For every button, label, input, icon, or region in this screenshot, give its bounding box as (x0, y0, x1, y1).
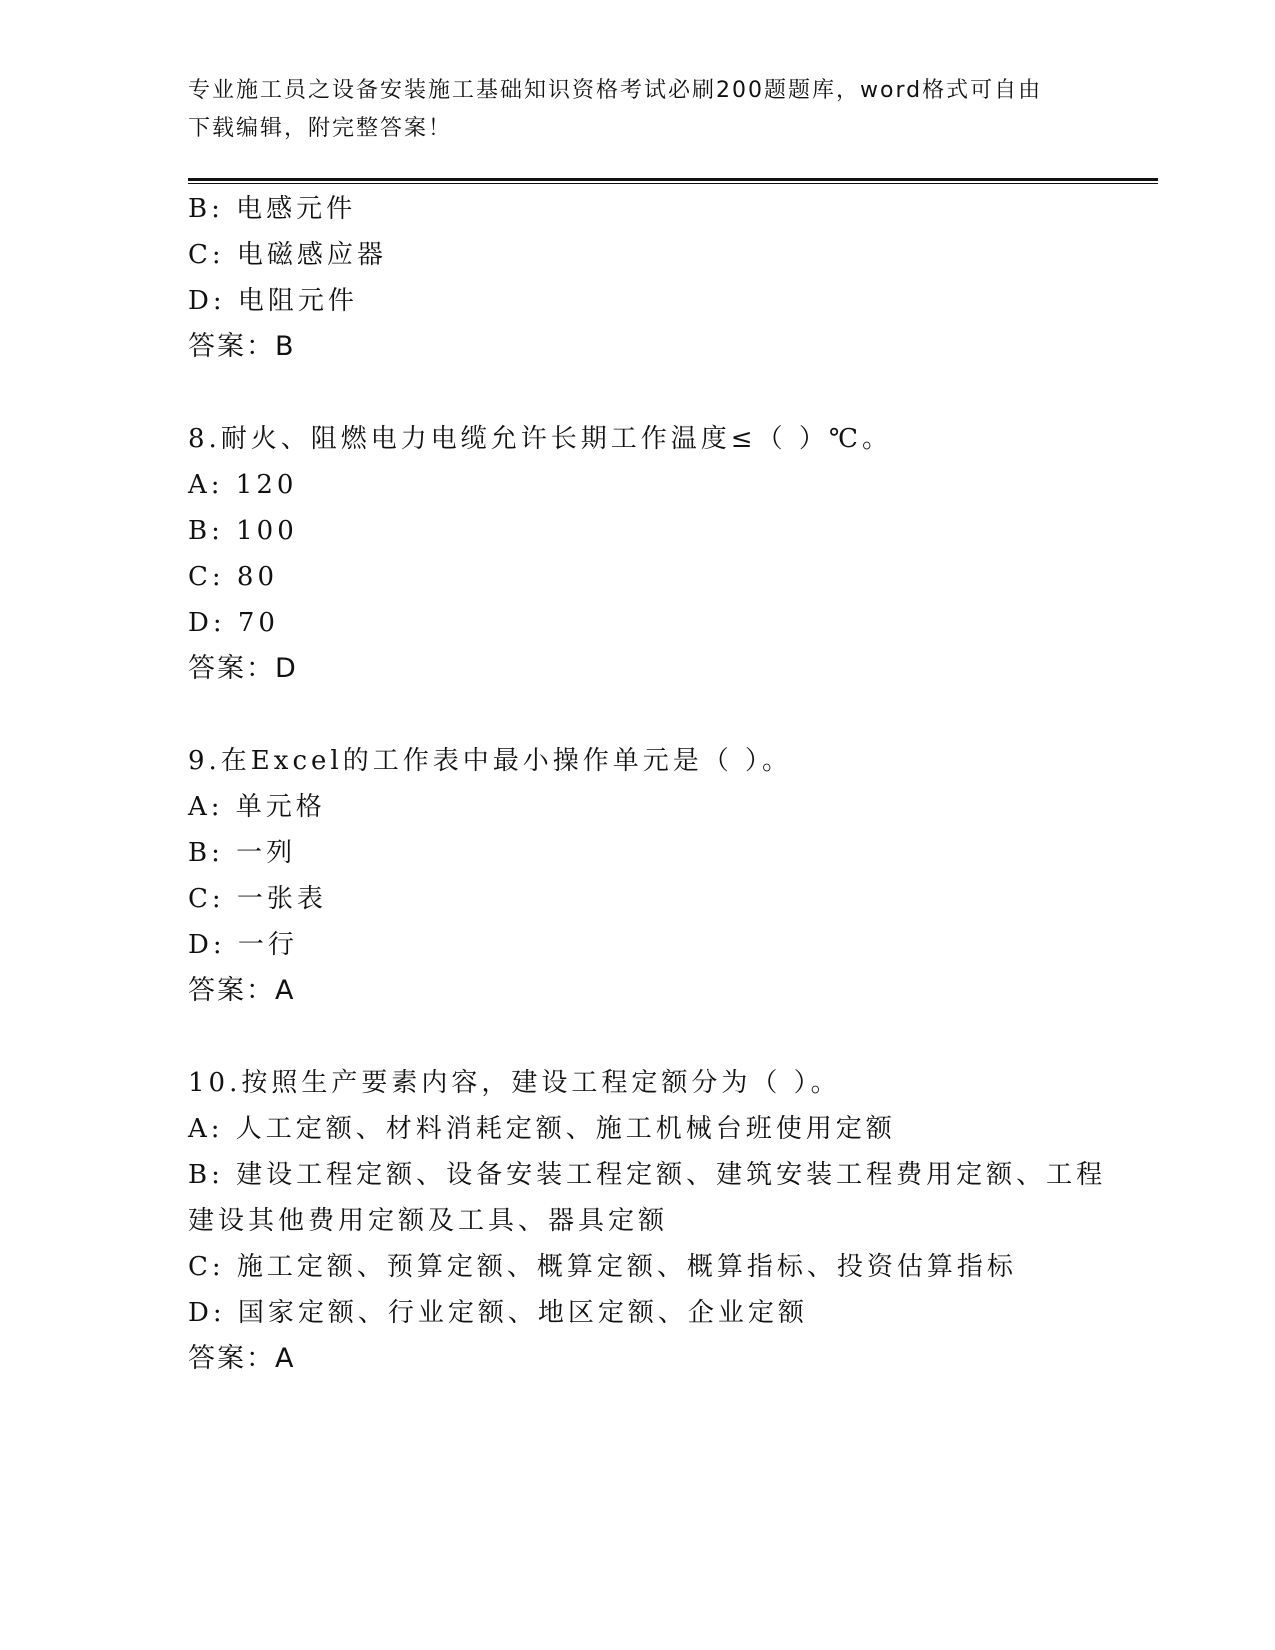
option-a: A: 120 (188, 470, 298, 500)
option-b: B: 电感元件 (188, 194, 357, 224)
option-c: C: 80 (188, 562, 279, 592)
answer: 答案：A (188, 1343, 296, 1374)
option-c: C: 施工定额、预算定额、概算定额、概算指标、投资估算指标 (188, 1252, 1017, 1282)
option-c: C: 电磁感应器 (188, 240, 387, 270)
header-line-1: 专业施工员之设备安装施工基础知识资格考试必刷200题题库，word格式可自由 (188, 78, 1043, 103)
option-b: B: 100 (188, 516, 298, 546)
question-stem: 9.在Excel的工作表中最小操作单元是（ ）。 (188, 746, 792, 776)
option-a: A: 人工定额、材料消耗定额、施工机械台班使用定额 (188, 1114, 896, 1144)
option-a: A: 单元格 (188, 792, 326, 822)
header-rule-thin (188, 183, 1158, 184)
question-list (188, 186, 1107, 1382)
spacer (188, 370, 1088, 416)
answer: 答案：A (188, 975, 296, 1006)
header-rule-thick (188, 178, 1158, 181)
option-c: C: 一张表 (188, 884, 327, 914)
question-10 (188, 1060, 1107, 1382)
option-b-line-1: B: 建设工程定额、设备安装工程定额、建筑安装工程费用定额、工程 (188, 1160, 1107, 1190)
option-b-line-2: 建设其他费用定额及工具、器具定额 (188, 1206, 669, 1236)
option-d: D: 国家定额、行业定额、地区定额、企业定额 (188, 1298, 808, 1328)
spacer (188, 1014, 1088, 1060)
option-d: D: 70 (188, 608, 279, 638)
spacer (188, 692, 1088, 738)
option-b: B: 一列 (188, 838, 297, 868)
question-stem: 8.耐火、阻燃电力电缆允许长期工作温度≤（ ）℃。 (188, 424, 892, 454)
question-stem: 10.按照生产要素内容，建设工程定额分为（ ）。 (188, 1068, 841, 1098)
document-header (188, 72, 1088, 148)
option-d: D: 一行 (188, 930, 298, 960)
question-8 (188, 416, 1088, 692)
header-line-2: 下载编辑，附完整答案！ (188, 116, 453, 141)
question-7-tail (188, 186, 1088, 370)
question-9 (188, 738, 1088, 1014)
answer: 答案：B (188, 331, 296, 362)
option-d: D: 电阻元件 (188, 286, 358, 316)
answer: 答案：D (188, 653, 298, 684)
